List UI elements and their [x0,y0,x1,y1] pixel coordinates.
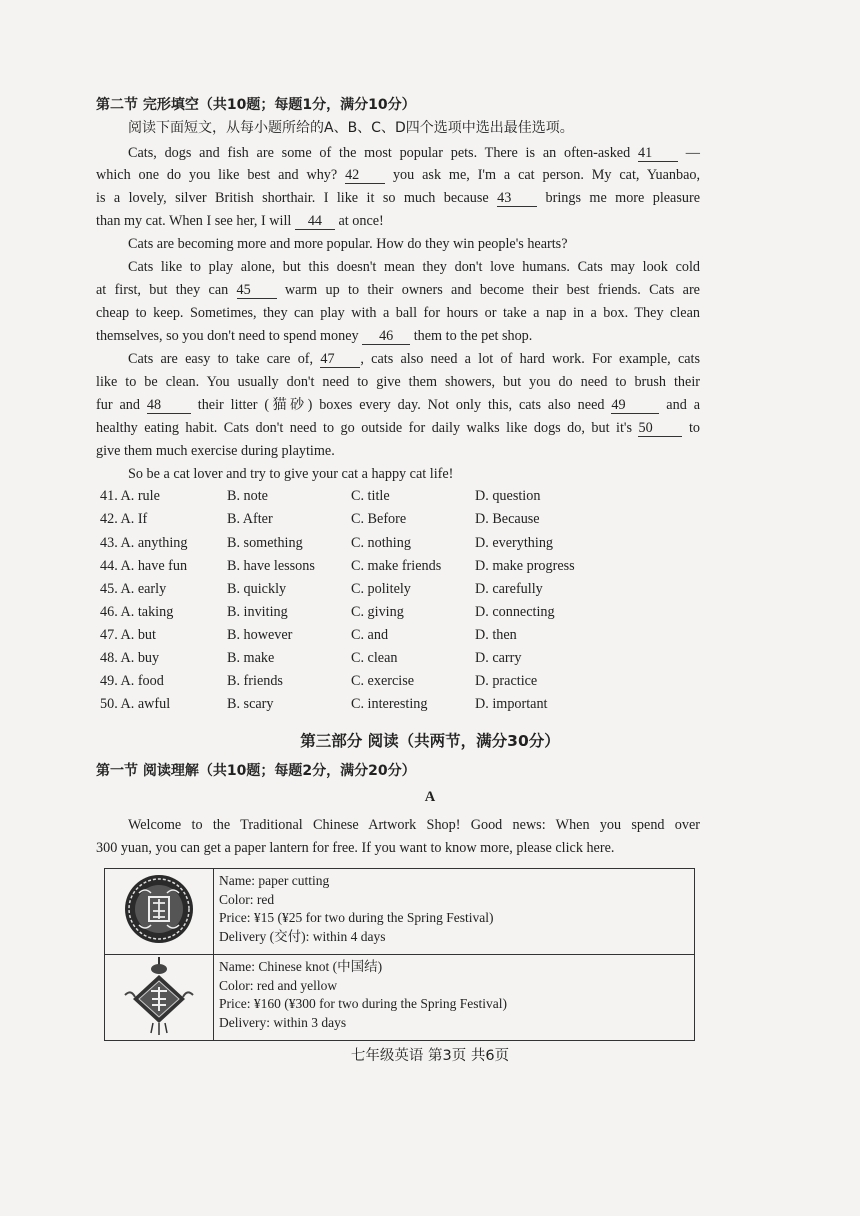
page-footer: 七年级英语 第3页 共6页 [350,1048,510,1064]
chinese-knot-fu-icon [105,955,213,1035]
passage-line: which one do you like best and why? 42 you ask me, I'm a cat person. My cat, Yuanbao, [96,167,701,183]
paper-cutting-fu-icon [105,869,213,949]
product-table [104,868,695,1041]
blank-45: 45 [237,283,277,299]
blank-48: 48 [147,398,191,414]
product-name: Name: paper cutting [219,873,330,888]
passage-line: cheap to keep. Sometimes, they can play with a ball for hours or take a nap in a box. They clean [96,305,700,321]
product-delivery: Delivery: within 3 days [219,1014,347,1030]
cloze-section-heading: 第二节 完形填空（共10题；每题1分，满分10分） [96,97,416,113]
blank-49: 49 [611,398,659,414]
passage-line: like to be clean. You usually don't need to give them showers, but you do need to brush their [96,374,700,390]
exam-page: 第二节 完形填空（共10题；每题1分，满分10分） 阅读下面短文，从每小题所给的A、B、C、D四个选项中选出最佳选项。 Cats, dogs and fish are some of the most popular pets. There is an often-asked 41 — which one do you like best and why? 42 you ask me, I'm a cat person. My cat, Yuanbao, is a lovely, silver British shorthair. I like it so much because 43 brings me more pleasure than my cat. When I see her, I will 44 at once! Cats are becoming more and more popular. How do they win people's hearts? Cats like to play alone, but this doesn't mean they don't love humans. Cats may look cold at first, but they can 45 warm up to their owners and become their best friends. Cats are cheap to keep. Sometimes, they can play with a ball for hours or take a nap in a box. They clean themselves, so you don't need to spend money 46 them to the pet shop. Cats are easy to take care of, 47 , cats also need a lot of hard work. For example, cats like to be clean. You usually don't need to give them showers, but you do need to brush their fur and 48 their litter (猫砂) boxes every day. Not only this, cats also need 49 and a healthy eating habit. Cats don't need to go outside for daily walks like dogs do, but it's 50 to give them much exercise during playtime. So be a cat lover and try to give your cat a happy cat life! 41. A. rule B. note C. title D. question 42. A. If B. After C. Before D. Because 43. A. anything B. something C. nothing D. everything 44. A. have fun B. have lessons C. make friends D. make progress 45. A. early B. quickly C. politely D. carefully 46. A. taking B. inviting C. giving D. connecting 47. A. but B. however C. and D. then 48. A. buy B. make C. clean D. carry 49. A. food B. friends C. exercise D. practice 50. A. awful B. scary C. interesting D. important 第三部分 阅读（共两节，满分30分） 第一节 阅读理解（共10题；每题2分，满分20分） A Welcome to the Traditional Chinese Artwork Shop! Good news: When you spend over 300 yuan, you can get a paper lantern for free. If you want to know more, please click here. Name: paper cutting Color: red Price: ¥15 (¥25 for two during the Spring Festival) Delivery (交付): within 4 days Name: Chinese knot (中国结) Color: red and yellow Price: ¥160 (¥300 for two during the Spring Festival) Delivery: within 3 days 七年级英语 第3页 共6页 [0,0,860,1216]
passage-line: themselves, so you don't need to spend money 46 them to the pet shop. [96,328,533,344]
passage-line: Cats like to play alone, but this doesn't mean they don't love humans. Cats may look cold [128,259,700,275]
passage-line: Cats, dogs and fish are some of the most popular pets. There is an often-asked 41 — [128,145,700,161]
blank-47: 47 [320,352,360,368]
blank-50: 50 [638,421,682,437]
product-info-cell [214,869,695,955]
passage-line: give them much exercise during playtime. [96,443,335,459]
product-name: Name: Chinese knot (中国结) [219,959,383,974]
blank-44: 44 [295,214,335,230]
product-row [105,955,695,1041]
passage-line: So be a cat lover and try to give your cat a happy cat life! [128,466,454,482]
product-image-cell [105,869,214,955]
passage-line: is a lovely, silver British shorthair. I like it so much because 43 brings me more pleasure [96,190,700,206]
product-price: Price: ¥160 (¥300 for two during the Spring Festival) [219,996,507,1011]
blank-42: 42 [345,168,385,184]
product-info-cell [214,955,695,1041]
part3-heading: 第三部分 阅读（共两节，满分30分） [300,732,560,750]
product-price: Price: ¥15 (¥25 for two during the Spring Festival) [219,910,494,925]
shop-intro-line: 300 yuan, you can get a paper lantern for free. If you want to know more, please click here. [96,840,615,856]
product-image-cell [105,955,214,1041]
blank-41: 41 [638,146,678,162]
passage-line: at first, but they can 45 warm up to their owners and become their best friends. Cats are [96,282,700,298]
product-delivery: Delivery (交付): within 4 days [219,928,386,944]
blank-46: 46 [362,329,410,345]
cloze-instruction: 阅读下面短文，从每小题所给的A、B、C、D四个选项中选出最佳选项。 [128,120,574,136]
shop-intro-line: Welcome to the Traditional Chinese Artwork Shop! Good news: When you spend over [128,817,700,833]
passage-line: healthy eating habit. Cats don't need to go outside for daily walks like dogs do, but it's 50 to [96,420,700,436]
passage-label: A [424,789,436,805]
reading-section-heading: 第一节 阅读理解（共10题；每题2分，满分20分） [96,763,416,779]
product-color: Color: red [219,891,275,907]
product-color: Color: red and yellow [219,977,338,993]
passage-line: Cats are becoming more and more popular. How do they win people's hearts? [128,236,568,252]
passage-line: fur and 48 their litter (猫砂) boxes every day. Not only this, cats also need 49 and a [96,397,700,413]
product-row [105,869,695,955]
blank-43: 43 [497,191,537,207]
passage-line: than my cat. When I see her, I will 44 at once! [96,213,384,229]
passage-line: Cats are easy to take care of, 47 , cats also need a lot of hard work. For example, cats [128,351,700,367]
